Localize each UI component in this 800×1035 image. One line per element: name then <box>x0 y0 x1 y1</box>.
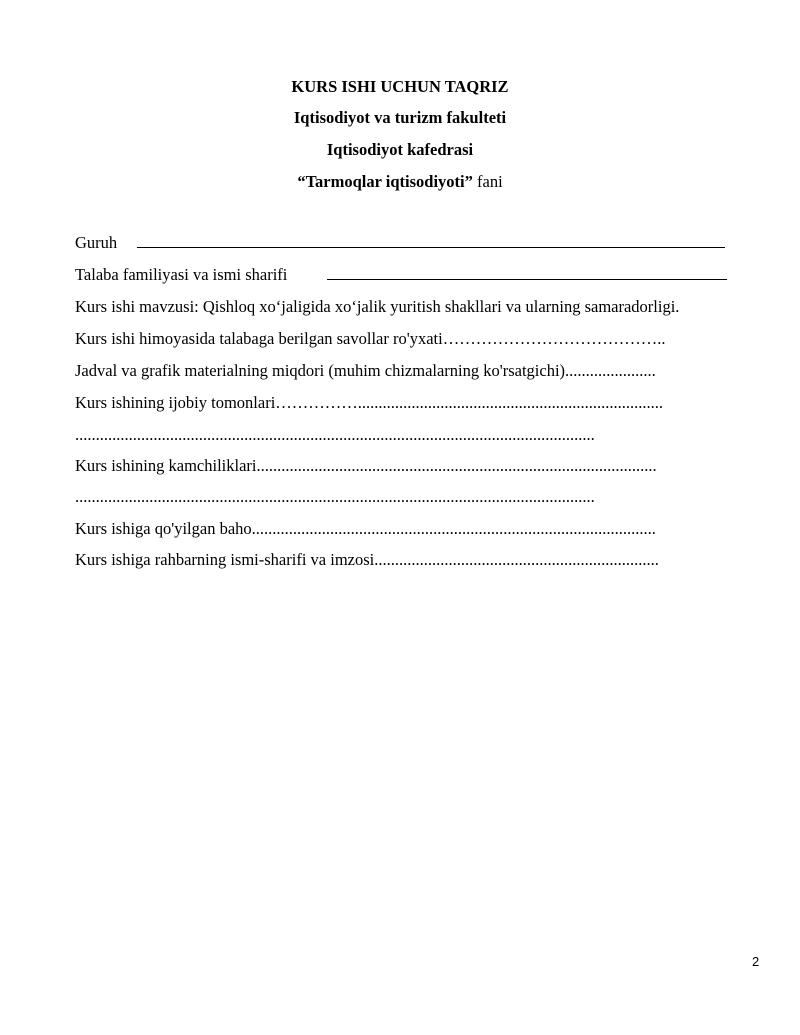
department-name: Iqtisodiyot kafedrasi <box>326 140 474 159</box>
subject-name: “Tarmoqlar iqtisodiyoti” <box>297 172 473 191</box>
student-name-blank-line <box>327 279 727 280</box>
defense-questions-field: Kurs ishi himoyasida talabaga berilgan savollar ro'yxati………………………………….. <box>75 329 666 348</box>
subject-line <box>0 172 800 192</box>
student-name-label: Talaba familiyasi va ismi sharifi <box>75 265 288 284</box>
document-title: KURS ISHI UCHUN TAQRIZ <box>291 77 509 96</box>
positives-field: Kurs ishining ijobiy tomonlari…………….......................................................................... <box>75 393 664 412</box>
course-work-topic: Kurs ishi mavzusi: Qishloq xo‘jaligida xo‘jalik yuritish shakllari va ularning samaradorligi. <box>75 297 680 316</box>
faculty-name: Iqtisodiyot va turizm fakulteti <box>293 108 507 127</box>
grade-field: Kurs ishiga qo'yilgan baho.................................................................................................. <box>75 519 656 538</box>
subject-suffix: fani <box>472 172 503 191</box>
shortcomings-field: Kurs ishining kamchiliklari................................................................................................. <box>75 456 657 475</box>
tables-graphics-field: Jadval va grafik materialning miqdori (muhim chizmalarning ko'rsatgichi)...................... <box>75 361 656 380</box>
group-blank-line <box>137 247 725 248</box>
shortcomings-continuation: .............................................................................................................................. <box>75 487 595 506</box>
supervisor-signature-field: Kurs ishiga rahbarning ismi-sharifi va imzosi..................................................................... <box>75 550 659 569</box>
positives-continuation: .............................................................................................................................. <box>75 425 595 444</box>
page-number: 2 <box>752 954 760 969</box>
group-label: Guruh <box>75 233 118 252</box>
